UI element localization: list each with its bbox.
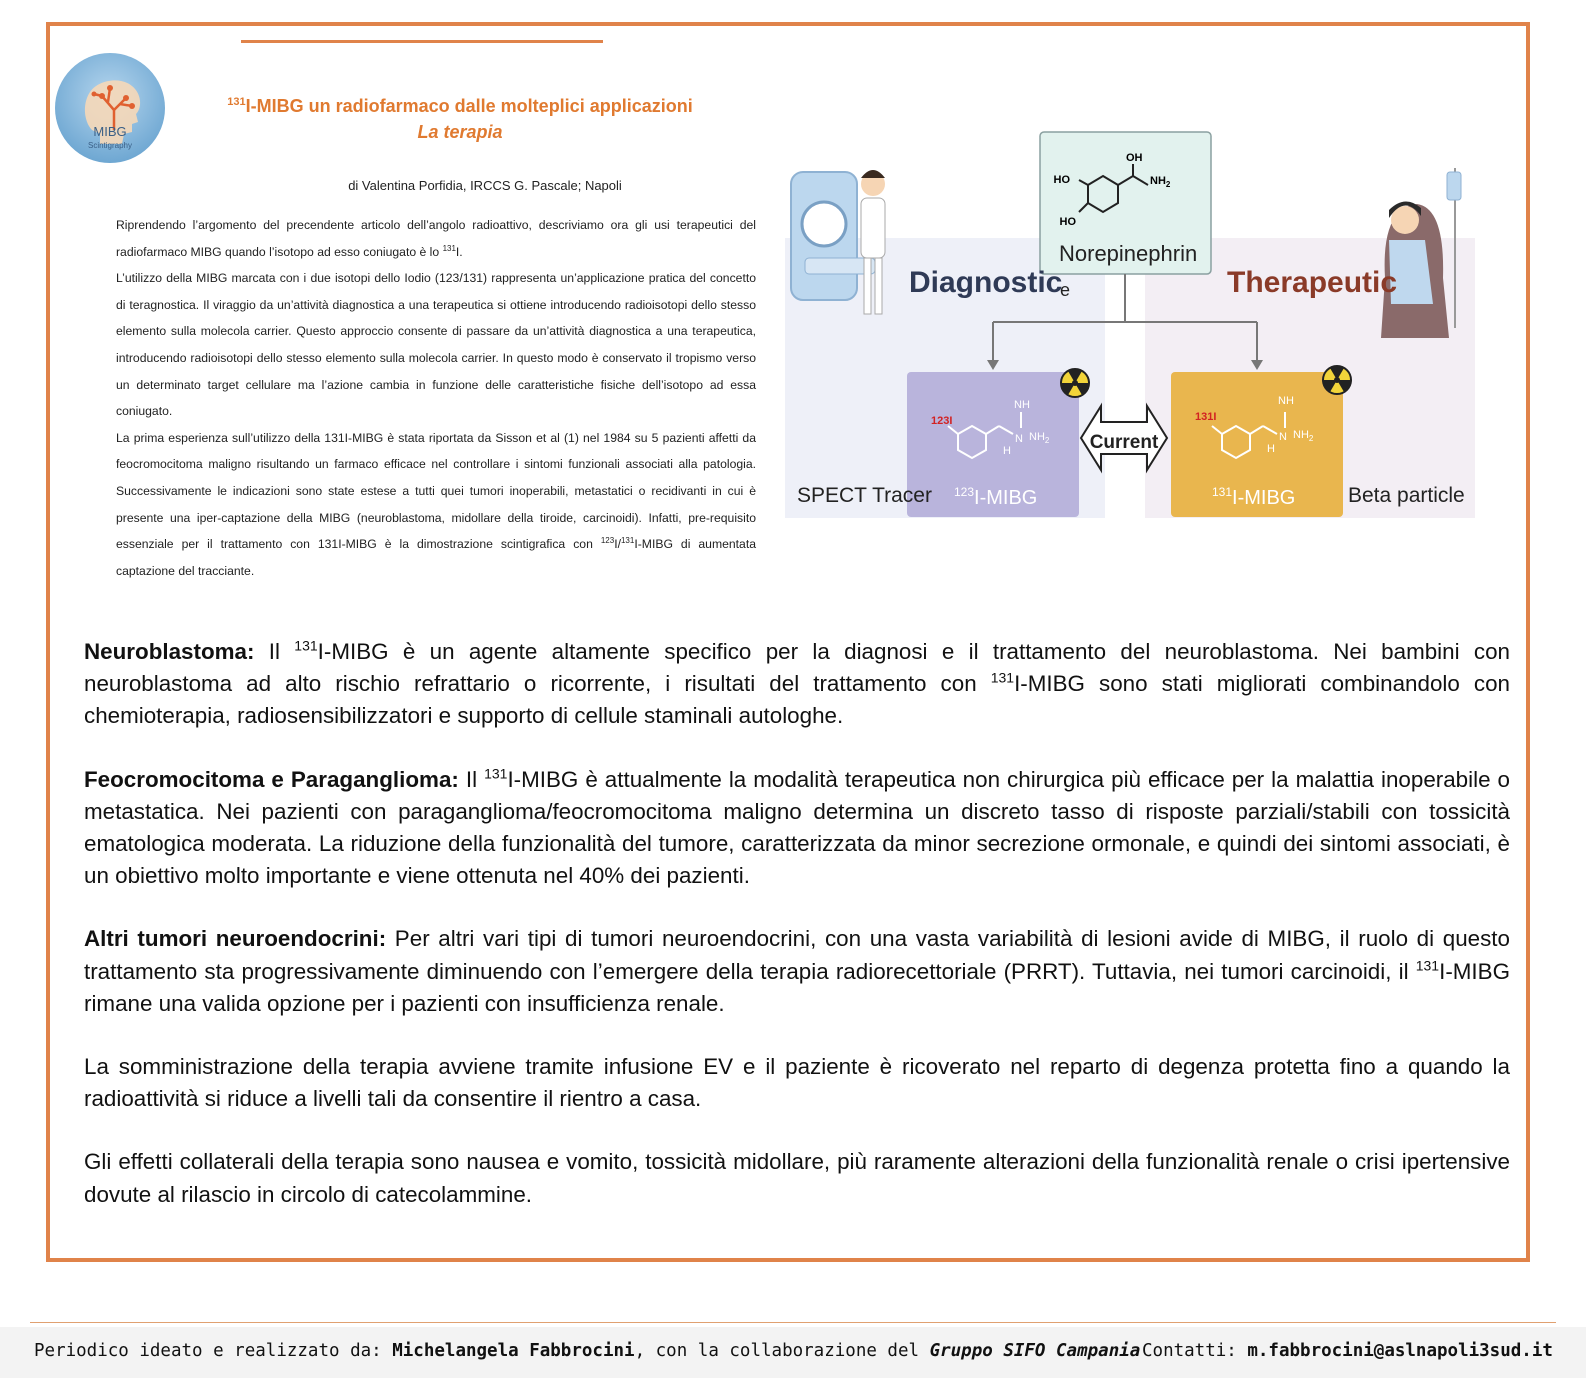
section-altri-tumori: Altri tumori neuroendocrini: Per altri vari tipi di tumori neuroendocrini, con una vasta variabilità di lesioni avide di MIBG, il ruolo di questo trattamento sta progressivamente diminuendo con l’emergere della terapia radiorecettoriale (PRRT). Tuttavia, nei tumori carcinoidi, il $^{131}$I-MIBG rimane una valida opzione per i pazienti con insufficienza renale. — [84, 926, 1510, 1016]
svg-text:NH2: $NH_2$ — [1029, 431, 1050, 445]
section-effetti: Gli effetti collaterali della terapia sono nausea e vomito, tossicità midollare, più raramente alterazioni della funzionalità renale o crisi ipertensive dovute al rilascio in circolo di catecolammine. — [84, 1149, 1510, 1207]
current-label: Current — [1089, 432, 1159, 453]
label-ho-2: HO — [1059, 216, 1076, 228]
article-body — [84, 636, 1510, 1242]
spect-tracer-label: SPECT Tracer — [797, 484, 932, 507]
section-feocromocitoma: Feocromocitoma e Paraganglioma: Il $^{131}$I-MIBG è attualmente la modalità terapeutica non chirurgica più efficace per la malattia inoperabile o metastatica. Nei pazienti con paraganglioma/feocromocitoma maligno determina un discreto tasso di risposte parziali/stabili con tossicità ematologica moderata. La riduzione della funzionalità del tumore, caratterizzata da minor secrezione ormonale, e quindi dei sintomi associati, è un obiettivo molto importante e viene ottenuta nel 40% dei pazienti. — [84, 765, 1511, 889]
logo-subtext: Scintigraphy — [87, 141, 133, 150]
theranostics-figure — [785, 128, 1493, 558]
svg-text:NH2: $NH_2$ — [1293, 429, 1314, 443]
section-neuroblastoma: Neuroblastoma: Il $^{131}$I-MIBG è un agente altamente specifico per la diagnosi e il trattamento del neuroblastoma. Nei bambini con neuroblastoma ad alto rischio refrattario o ricorrente, i risultati del trattamento con $^{131}$I-MIBG sono stati migliorati combinandolo con chemioterapia, radiosensibilizzatori e supporto di cellule staminali autologhe. — [84, 637, 1510, 729]
therapeutic-label: Therapeutic — [1227, 266, 1398, 299]
section-somministrazione: La somministrazione della terapia avviene tramite infusione EV e il paziente è ricoverato nel reparto di degenza protetta fino a quando la radioattività si riduce a livelli tali da consentire il rientro a casa. — [84, 1054, 1510, 1112]
mibg-131-label: $^{131}$I-MIBG — [1212, 485, 1296, 509]
svg-text:NH2: $NH_2$ — [1150, 175, 1171, 189]
intro-paragraph-1: Riprendendo l’argomento del precendente articolo dell’angolo radioattivo, descriviamo ora gli usi terapeutici del radiofarmaco MIBG quando l’isotopo ad esso coniugato è lo $^{131}$I. — [116, 218, 756, 259]
mibg-123-label: $^{123}$I-MIBG — [954, 485, 1038, 509]
footer — [0, 1327, 1586, 1378]
title-isotope: 131 — [227, 96, 246, 108]
byline: di Valentina Porfidia, IRCCS G. Pascale; Napoli — [348, 178, 622, 193]
svg-text:123I: 123I — [931, 415, 953, 427]
svg-text:131I: 131I — [1195, 411, 1217, 423]
radiation-icon — [1061, 369, 1089, 397]
intro-text — [116, 212, 756, 584]
article-title — [180, 96, 740, 143]
footer-group: Gruppo SIFO Campania — [929, 1341, 1141, 1361]
label-ho-1: HO — [1053, 174, 1070, 186]
radiation-icon — [1323, 366, 1351, 394]
mibg-logo — [54, 52, 166, 164]
svg-text:NH: NH — [1014, 399, 1030, 411]
intro-paragraph-3: La prima esperienza sull’utilizzo della 131I-MIBG è stata riportata da Sisson et al (1) nel 1984 su 5 pazienti affetti da feocromocitoma maligno risultando un farmaco efficace nel controllare i sintomi funzionali associati alla patologia. Successivamente le indicazioni sono state estese a tutti quei tumori inoperabili, metastatici o recidivanti in cui è presente una iper-captazione della MIBG (neuroblastoma, midollare della tiroide, carcinoidi). Infatti, pre-requisito essenziale per il trattamento con 131I-MIBG è la dimostrazione scintigrafica con $^{123}$I/$^{131}$I-MIBG di aumentata captazione del tracciante. — [116, 430, 756, 578]
footer-contacts: Contatti: m.fabbrocini@aslnapoli3sud.it — [1142, 1341, 1553, 1361]
logo-text: MIBG — [93, 124, 127, 139]
norepinephrine-label-tail: e — [1060, 280, 1071, 300]
footer-rule — [30, 1322, 1556, 1323]
footer-credits: Periodico ideato e realizzato da: Michelangela Fabbrocini, con la collaborazione del Gruppo SIFO Campania — [34, 1341, 1141, 1361]
diagnostic-label: Diagnostic — [909, 266, 1063, 299]
svg-text:H: H — [1267, 443, 1275, 455]
header-rule — [241, 40, 603, 43]
footer-author: Michelangela Fabbrocini — [392, 1341, 635, 1361]
beta-particle-label: Beta particle — [1348, 484, 1465, 507]
label-oh: OH — [1126, 152, 1143, 164]
svg-text:N: N — [1015, 433, 1023, 445]
intro-paragraph-2: L’utilizzo della MIBG marcata con i due isotopi dello Iodio (123/131) rappresenta un’applicazione pratica del concetto di teragnostica. Il viraggio da un’attività diagnostica a una terapeutica si ottiene introducendo radioisotopi dello stesso elemento sulla molecola carrier. Questo approccio consente di passare da un’attività diagnostica a una terapeutica, introducendo radioisotopi dello stesso elemento sulla molecola carrier. In questo modo è conservato il tropismo verso un determinato target cellulare ma l’azione cambia in funzione delle caratteristiche fisiche dell’isotopo ad essa coniugato. — [116, 271, 756, 419]
svg-text:N: N — [1279, 431, 1287, 443]
svg-text:H: H — [1003, 445, 1011, 457]
norepinephrine-label: Norepinephrin — [1059, 241, 1198, 266]
footer-email[interactable]: m.fabbrocini@aslnapoli3sud.it — [1247, 1341, 1553, 1361]
article-subtitle: La terapia — [417, 122, 503, 142]
svg-text:NH: NH — [1278, 395, 1294, 407]
title-text: I-MIBG un radiofarmaco dalle molteplici applicazioni — [245, 96, 693, 116]
